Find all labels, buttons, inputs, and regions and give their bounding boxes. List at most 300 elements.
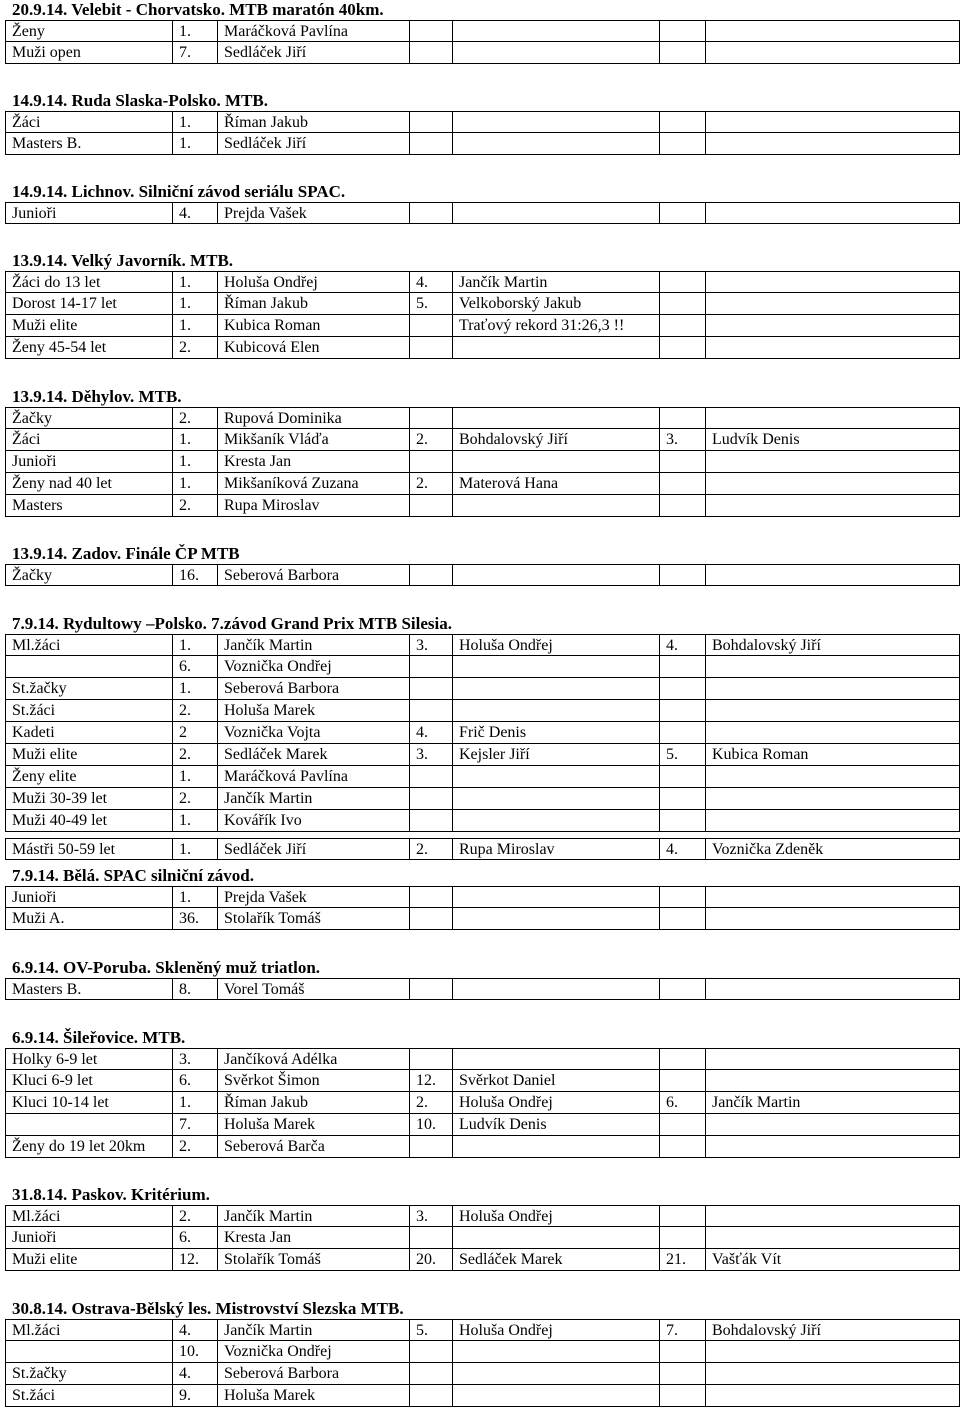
place-cell bbox=[659, 271, 705, 293]
result-row bbox=[5, 42, 960, 64]
result-row bbox=[5, 1048, 960, 1070]
place-cell bbox=[659, 495, 705, 517]
name-cell: Seberová Barbora bbox=[217, 1363, 409, 1385]
place-cell bbox=[659, 42, 705, 64]
place-cell: 4. bbox=[659, 634, 705, 656]
name-cell bbox=[705, 451, 960, 473]
name-cell bbox=[705, 1070, 960, 1092]
place-cell: 2. bbox=[172, 495, 217, 517]
result-row bbox=[5, 700, 960, 722]
category-cell: Muži A. bbox=[5, 908, 172, 930]
result-row bbox=[5, 407, 960, 429]
name-cell: Kubica Roman bbox=[705, 744, 960, 766]
name-cell bbox=[452, 407, 659, 429]
place-cell: 2. bbox=[172, 744, 217, 766]
place-cell bbox=[409, 20, 452, 42]
name-cell bbox=[705, 700, 960, 722]
place-cell: 3. bbox=[659, 429, 705, 451]
place-cell: 12. bbox=[409, 1070, 452, 1092]
place-cell bbox=[659, 1227, 705, 1249]
place-cell: 1. bbox=[172, 634, 217, 656]
category-cell: Holky 6-9 let bbox=[5, 1048, 172, 1070]
name-cell bbox=[452, 1385, 659, 1407]
name-cell bbox=[452, 700, 659, 722]
name-cell bbox=[705, 678, 960, 700]
place-cell: 1. bbox=[172, 293, 217, 315]
name-cell: Sedláček Jiří bbox=[217, 133, 409, 155]
place-cell bbox=[409, 766, 452, 788]
place-cell bbox=[659, 293, 705, 315]
place-cell: 3. bbox=[409, 1205, 452, 1227]
place-cell: 1. bbox=[172, 1092, 217, 1114]
category-cell bbox=[5, 656, 172, 678]
place-cell bbox=[409, 978, 452, 1000]
name-cell bbox=[705, 202, 960, 224]
name-cell bbox=[452, 1136, 659, 1158]
name-cell: Prejda Vašek bbox=[217, 202, 409, 224]
result-row bbox=[5, 978, 960, 1000]
place-cell: 1. bbox=[172, 20, 217, 42]
category-cell: Ml.žáci bbox=[5, 1319, 172, 1341]
result-row bbox=[5, 1319, 960, 1341]
name-cell: Voznička Vojta bbox=[217, 722, 409, 744]
result-row bbox=[5, 495, 960, 517]
category-cell: Masters bbox=[5, 495, 172, 517]
name-cell bbox=[705, 473, 960, 495]
name-cell: Voznička Ondřej bbox=[217, 1341, 409, 1363]
place-cell: 2 bbox=[172, 722, 217, 744]
name-cell: Svěrkot Šimon bbox=[217, 1070, 409, 1092]
place-cell: 1. bbox=[172, 315, 217, 337]
result-row bbox=[5, 111, 960, 133]
category-cell: Muži 40-49 let bbox=[5, 810, 172, 832]
name-cell: Rupová Dominika bbox=[217, 407, 409, 429]
section-title: 7.9.14. Bělá. SPAC silniční závod. bbox=[12, 866, 254, 885]
section-title: 7.9.14. Rydultowy –Polsko. 7.závod Grand Prix MTB Silesia. bbox=[12, 614, 453, 633]
place-cell: 20. bbox=[409, 1249, 452, 1271]
place-cell: 2. bbox=[172, 700, 217, 722]
place-cell: 2. bbox=[409, 473, 452, 495]
category-cell: Žáci bbox=[5, 429, 172, 451]
place-cell: 2. bbox=[172, 788, 217, 810]
result-row bbox=[5, 1092, 960, 1114]
place-cell: 1. bbox=[172, 133, 217, 155]
name-cell: Voznička Ondřej bbox=[217, 656, 409, 678]
category-cell: St.žačky bbox=[5, 1363, 172, 1385]
category-cell: Ženy elite bbox=[5, 766, 172, 788]
place-cell: 4. bbox=[172, 202, 217, 224]
name-cell bbox=[705, 337, 960, 359]
name-cell bbox=[705, 1227, 960, 1249]
place-cell bbox=[409, 495, 452, 517]
place-cell bbox=[409, 810, 452, 832]
name-cell: Traťový rekord 31:26,3 !! bbox=[452, 315, 659, 337]
name-cell bbox=[452, 451, 659, 473]
result-row bbox=[5, 766, 960, 788]
result-row bbox=[5, 1136, 960, 1158]
result-row bbox=[5, 744, 960, 766]
category-cell: Ml.žáci bbox=[5, 1205, 172, 1227]
place-cell bbox=[659, 722, 705, 744]
place-cell bbox=[409, 1048, 452, 1070]
name-cell: Vorel Tomáš bbox=[217, 978, 409, 1000]
place-cell: 2. bbox=[172, 337, 217, 359]
place-cell: 4. bbox=[172, 1363, 217, 1385]
name-cell bbox=[452, 678, 659, 700]
name-cell bbox=[705, 978, 960, 1000]
name-cell bbox=[705, 886, 960, 908]
section-title: 31.8.14. Paskov. Kritérium. bbox=[12, 1185, 210, 1204]
name-cell: Sedláček Jiří bbox=[217, 838, 409, 860]
place-cell: 6. bbox=[172, 1070, 217, 1092]
result-row bbox=[5, 678, 960, 700]
result-row bbox=[5, 838, 960, 860]
category-cell: Mástři 50-59 let bbox=[5, 838, 172, 860]
name-cell: Říman Jakub bbox=[217, 293, 409, 315]
section-title: 13.9.14. Velký Javorník. MTB. bbox=[12, 251, 234, 270]
result-row bbox=[5, 1114, 960, 1136]
name-cell: Stolařík Tomáš bbox=[217, 908, 409, 930]
name-cell bbox=[705, 810, 960, 832]
category-cell: Kluci 6-9 let bbox=[5, 1070, 172, 1092]
name-cell bbox=[705, 1385, 960, 1407]
name-cell: Rupa Miroslav bbox=[452, 838, 659, 860]
name-cell bbox=[705, 766, 960, 788]
category-cell: Junioři bbox=[5, 202, 172, 224]
place-cell: 10. bbox=[409, 1114, 452, 1136]
name-cell bbox=[705, 407, 960, 429]
result-row bbox=[5, 656, 960, 678]
result-row bbox=[5, 133, 960, 155]
name-cell bbox=[705, 656, 960, 678]
name-cell: Holuša Ondřej bbox=[452, 634, 659, 656]
category-cell: Muži open bbox=[5, 42, 172, 64]
place-cell: 4. bbox=[172, 1319, 217, 1341]
place-cell: 4. bbox=[409, 722, 452, 744]
place-cell bbox=[659, 315, 705, 337]
name-cell bbox=[452, 133, 659, 155]
category-cell: Masters B. bbox=[5, 133, 172, 155]
place-cell: 7. bbox=[172, 42, 217, 64]
result-row bbox=[5, 451, 960, 473]
name-cell bbox=[452, 978, 659, 1000]
name-cell: Kubicová Elen bbox=[217, 337, 409, 359]
place-cell bbox=[659, 1070, 705, 1092]
result-row bbox=[5, 722, 960, 744]
place-cell: 5. bbox=[409, 293, 452, 315]
place-cell bbox=[659, 473, 705, 495]
name-cell bbox=[705, 1136, 960, 1158]
name-cell: Vašťák Vít bbox=[705, 1249, 960, 1271]
name-cell bbox=[452, 111, 659, 133]
category-cell: Ženy bbox=[5, 20, 172, 42]
name-cell: Jančík Martin bbox=[217, 788, 409, 810]
name-cell: Seberová Barbora bbox=[217, 564, 409, 586]
name-cell bbox=[452, 656, 659, 678]
place-cell bbox=[659, 20, 705, 42]
section-title: 6.9.14. OV-Poruba. Skleněný muž triatlon. bbox=[12, 958, 321, 977]
place-cell bbox=[409, 1136, 452, 1158]
place-cell bbox=[409, 1341, 452, 1363]
name-cell bbox=[452, 20, 659, 42]
place-cell bbox=[409, 42, 452, 64]
name-cell: Mikšaník Vláďa bbox=[217, 429, 409, 451]
result-row bbox=[5, 886, 960, 908]
place-cell bbox=[409, 678, 452, 700]
place-cell: 5. bbox=[659, 744, 705, 766]
place-cell bbox=[659, 1048, 705, 1070]
place-cell bbox=[659, 1136, 705, 1158]
place-cell bbox=[659, 1205, 705, 1227]
category-cell: St.žáci bbox=[5, 700, 172, 722]
result-row bbox=[5, 337, 960, 359]
result-row bbox=[5, 1249, 960, 1271]
name-cell bbox=[705, 111, 960, 133]
place-cell bbox=[659, 337, 705, 359]
place-cell bbox=[409, 111, 452, 133]
result-row bbox=[5, 1227, 960, 1249]
name-cell: Prejda Vašek bbox=[217, 886, 409, 908]
category-cell: St.žáci bbox=[5, 1385, 172, 1407]
name-cell bbox=[452, 788, 659, 810]
section-title: 14.9.14. Lichnov. Silniční závod seriálu SPAC. bbox=[12, 182, 346, 201]
result-row bbox=[5, 202, 960, 224]
name-cell bbox=[452, 1048, 659, 1070]
place-cell: 3. bbox=[172, 1048, 217, 1070]
name-cell: Holuša Marek bbox=[217, 1114, 409, 1136]
name-cell: Frič Denis bbox=[452, 722, 659, 744]
name-cell bbox=[452, 1363, 659, 1385]
category-cell: Muži elite bbox=[5, 744, 172, 766]
place-cell: 16. bbox=[172, 564, 217, 586]
name-cell bbox=[452, 1341, 659, 1363]
category-cell: Ženy 45-54 let bbox=[5, 337, 172, 359]
name-cell bbox=[705, 564, 960, 586]
name-cell: Říman Jakub bbox=[217, 1092, 409, 1114]
name-cell: Holuša Marek bbox=[217, 1385, 409, 1407]
place-cell: 1. bbox=[172, 766, 217, 788]
name-cell: Svěrkot Daniel bbox=[452, 1070, 659, 1092]
place-cell bbox=[409, 1385, 452, 1407]
name-cell bbox=[705, 1363, 960, 1385]
place-cell bbox=[409, 315, 452, 337]
category-cell: St.žačky bbox=[5, 678, 172, 700]
place-cell: 6. bbox=[172, 656, 217, 678]
name-cell bbox=[705, 722, 960, 744]
name-cell: Jančíková Adélka bbox=[217, 1048, 409, 1070]
name-cell bbox=[705, 1341, 960, 1363]
name-cell bbox=[705, 42, 960, 64]
name-cell: Sedláček Jiří bbox=[217, 42, 409, 64]
place-cell: 8. bbox=[172, 978, 217, 1000]
name-cell bbox=[705, 788, 960, 810]
place-cell: 1. bbox=[172, 678, 217, 700]
name-cell bbox=[705, 133, 960, 155]
result-row bbox=[5, 315, 960, 337]
result-row bbox=[5, 634, 960, 656]
result-row bbox=[5, 810, 960, 832]
place-cell: 1. bbox=[172, 451, 217, 473]
name-cell bbox=[452, 564, 659, 586]
place-cell: 4. bbox=[659, 838, 705, 860]
place-cell: 6. bbox=[659, 1092, 705, 1114]
name-cell: Kovářík Ivo bbox=[217, 810, 409, 832]
category-cell: Masters B. bbox=[5, 978, 172, 1000]
category-cell: Kluci 10-14 let bbox=[5, 1092, 172, 1114]
name-cell: Holuša Ondřej bbox=[452, 1319, 659, 1341]
place-cell bbox=[659, 451, 705, 473]
name-cell: Maráčková Pavlína bbox=[217, 20, 409, 42]
name-cell bbox=[705, 495, 960, 517]
category-cell bbox=[5, 1341, 172, 1363]
name-cell bbox=[705, 1205, 960, 1227]
place-cell bbox=[409, 1227, 452, 1249]
place-cell bbox=[409, 656, 452, 678]
name-cell bbox=[452, 202, 659, 224]
place-cell: 6. bbox=[172, 1227, 217, 1249]
name-cell bbox=[452, 495, 659, 517]
place-cell bbox=[659, 810, 705, 832]
name-cell: Sedláček Marek bbox=[217, 744, 409, 766]
place-cell bbox=[659, 1341, 705, 1363]
name-cell: Bohdalovský Jiří bbox=[705, 1319, 960, 1341]
name-cell: Jančík Martin bbox=[452, 271, 659, 293]
result-row bbox=[5, 1070, 960, 1092]
category-cell: Junioři bbox=[5, 886, 172, 908]
name-cell bbox=[705, 293, 960, 315]
result-row bbox=[5, 1385, 960, 1407]
place-cell: 1. bbox=[172, 886, 217, 908]
place-cell bbox=[409, 202, 452, 224]
place-cell: 1. bbox=[172, 838, 217, 860]
category-cell: Ženy do 19 let 20km bbox=[5, 1136, 172, 1158]
category-cell: Junioři bbox=[5, 1227, 172, 1249]
name-cell bbox=[705, 20, 960, 42]
category-cell: Muži elite bbox=[5, 1249, 172, 1271]
place-cell bbox=[409, 788, 452, 810]
category-cell: Muži elite bbox=[5, 315, 172, 337]
place-cell: 1. bbox=[172, 429, 217, 451]
category-cell: Ženy nad 40 let bbox=[5, 473, 172, 495]
place-cell: 21. bbox=[659, 1249, 705, 1271]
place-cell: 1. bbox=[172, 271, 217, 293]
place-cell bbox=[659, 788, 705, 810]
place-cell: 2. bbox=[409, 1092, 452, 1114]
place-cell: 5. bbox=[409, 1319, 452, 1341]
place-cell bbox=[409, 133, 452, 155]
name-cell: Velkoborský Jakub bbox=[452, 293, 659, 315]
name-cell bbox=[705, 271, 960, 293]
category-cell: Žáci do 13 let bbox=[5, 271, 172, 293]
place-cell: 10. bbox=[172, 1341, 217, 1363]
place-cell bbox=[409, 451, 452, 473]
name-cell: Bohdalovský Jiří bbox=[705, 634, 960, 656]
place-cell bbox=[659, 908, 705, 930]
place-cell: 4. bbox=[409, 271, 452, 293]
place-cell bbox=[659, 700, 705, 722]
result-row bbox=[5, 473, 960, 495]
name-cell: Maráčková Pavlína bbox=[217, 766, 409, 788]
place-cell bbox=[659, 1114, 705, 1136]
place-cell bbox=[659, 564, 705, 586]
category-cell: Junioři bbox=[5, 451, 172, 473]
name-cell: Materová Hana bbox=[452, 473, 659, 495]
name-cell: Voznička Zdeněk bbox=[705, 838, 960, 860]
place-cell bbox=[659, 886, 705, 908]
place-cell: 1. bbox=[172, 810, 217, 832]
place-cell bbox=[409, 886, 452, 908]
place-cell bbox=[659, 111, 705, 133]
result-row bbox=[5, 564, 960, 586]
name-cell: Seberová Barbora bbox=[217, 678, 409, 700]
category-cell: Muži 30-39 let bbox=[5, 788, 172, 810]
section-title: 6.9.14. Šileřovice. MTB. bbox=[12, 1028, 186, 1047]
name-cell: Kresta Jan bbox=[217, 451, 409, 473]
place-cell bbox=[409, 337, 452, 359]
name-cell: Holuša Ondřej bbox=[452, 1205, 659, 1227]
section-title: 13.9.14. Zadov. Finále ČP MTB bbox=[12, 544, 240, 563]
result-row bbox=[5, 1341, 960, 1363]
category-cell: Kadeti bbox=[5, 722, 172, 744]
category-cell: Ml.žáci bbox=[5, 634, 172, 656]
name-cell bbox=[452, 810, 659, 832]
category-cell: Žačky bbox=[5, 407, 172, 429]
name-cell bbox=[452, 886, 659, 908]
result-row bbox=[5, 1363, 960, 1385]
place-cell bbox=[659, 678, 705, 700]
place-cell: 2. bbox=[172, 1136, 217, 1158]
place-cell: 2. bbox=[172, 407, 217, 429]
section-title: 14.9.14. Ruda Slaska-Polsko. MTB. bbox=[12, 91, 268, 110]
name-cell bbox=[452, 1227, 659, 1249]
name-cell: Bohdalovský Jiří bbox=[452, 429, 659, 451]
name-cell: Říman Jakub bbox=[217, 111, 409, 133]
name-cell bbox=[705, 315, 960, 337]
place-cell bbox=[409, 1363, 452, 1385]
name-cell: Jančík Martin bbox=[217, 1319, 409, 1341]
name-cell: Kresta Jan bbox=[217, 1227, 409, 1249]
name-cell: Holuša Ondřej bbox=[217, 271, 409, 293]
name-cell: Ludvík Denis bbox=[452, 1114, 659, 1136]
place-cell: 2. bbox=[409, 838, 452, 860]
name-cell: Kejsler Jiří bbox=[452, 744, 659, 766]
place-cell bbox=[409, 908, 452, 930]
place-cell: 9. bbox=[172, 1385, 217, 1407]
place-cell: 3. bbox=[409, 744, 452, 766]
place-cell bbox=[409, 407, 452, 429]
place-cell: 1. bbox=[172, 473, 217, 495]
category-cell: Žáci bbox=[5, 111, 172, 133]
name-cell: Jančík Martin bbox=[705, 1092, 960, 1114]
name-cell bbox=[705, 1048, 960, 1070]
place-cell: 36. bbox=[172, 908, 217, 930]
place-cell: 7. bbox=[172, 1114, 217, 1136]
place-cell bbox=[659, 766, 705, 788]
place-cell: 7. bbox=[659, 1319, 705, 1341]
result-row bbox=[5, 20, 960, 42]
place-cell bbox=[659, 202, 705, 224]
name-cell: Seberová Barča bbox=[217, 1136, 409, 1158]
name-cell: Kubica Roman bbox=[217, 315, 409, 337]
name-cell: Sedláček Marek bbox=[452, 1249, 659, 1271]
place-cell: 2. bbox=[409, 429, 452, 451]
place-cell: 2. bbox=[172, 1205, 217, 1227]
place-cell: 12. bbox=[172, 1249, 217, 1271]
section-title: 13.9.14. Děhylov. MTB. bbox=[12, 387, 182, 406]
place-cell bbox=[659, 1363, 705, 1385]
place-cell bbox=[659, 1385, 705, 1407]
name-cell: Mikšaníková Zuzana bbox=[217, 473, 409, 495]
